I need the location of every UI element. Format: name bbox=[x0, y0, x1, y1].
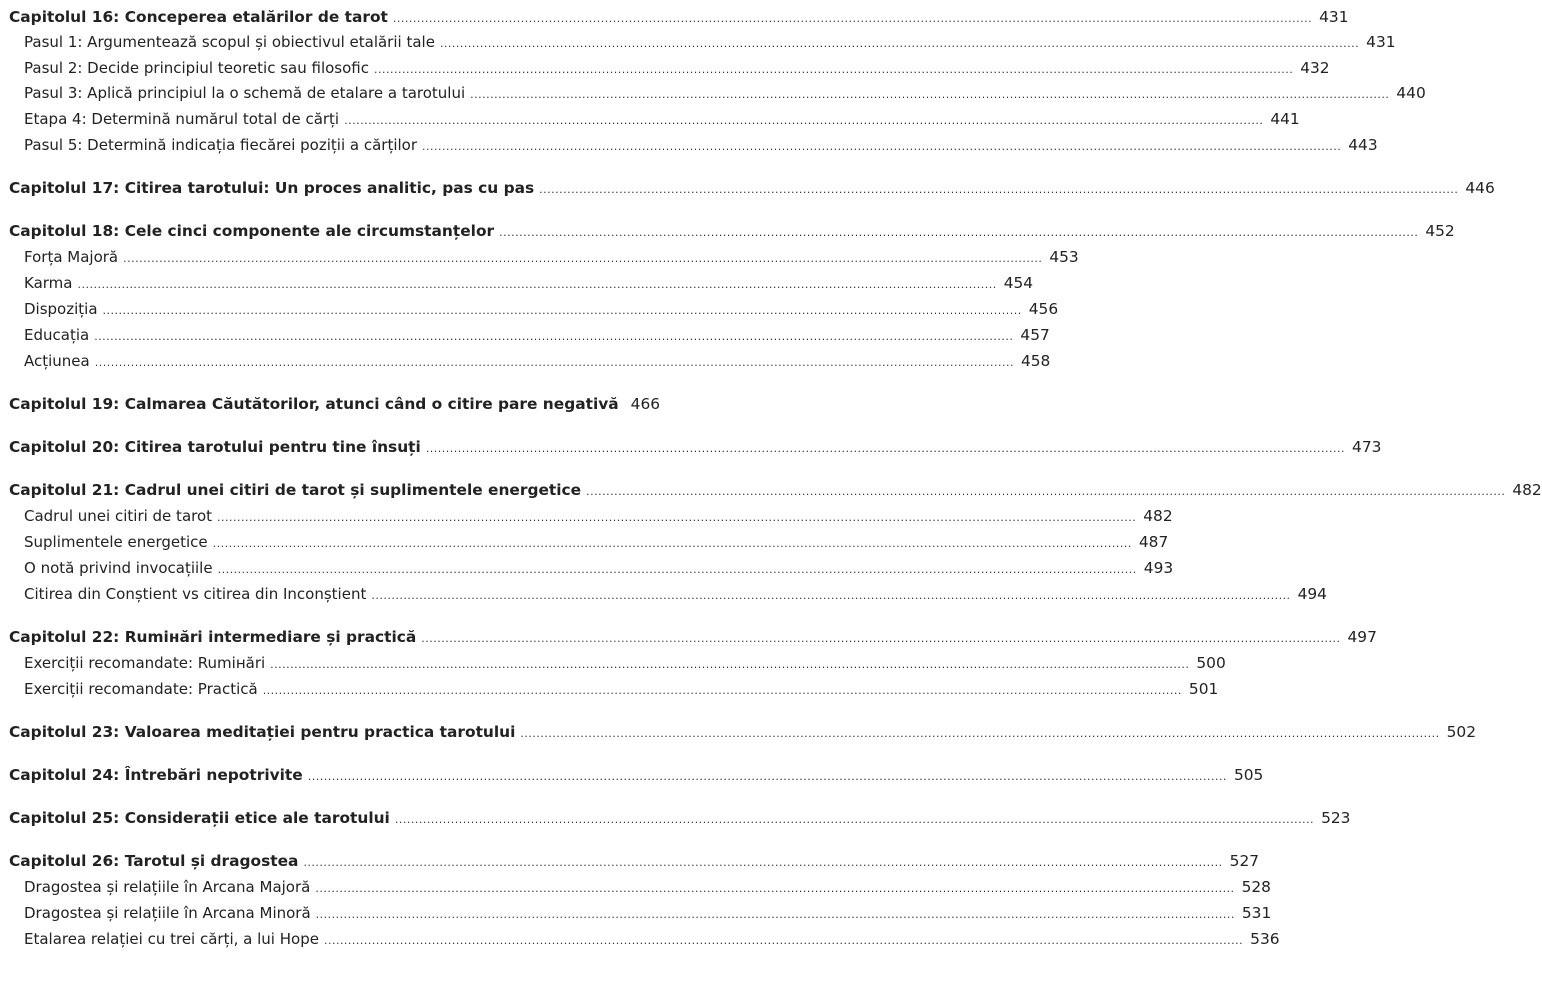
toc-dot-leader bbox=[324, 934, 1243, 947]
toc-chapter-entry bbox=[9, 438, 1382, 456]
toc-section-entry bbox=[24, 930, 1280, 948]
toc-page-number: 493 bbox=[1143, 559, 1174, 577]
toc-dot-leader bbox=[393, 12, 1312, 25]
toc-entry-title: Capitolul 22: Rumінări intermediare și practică bbox=[9, 628, 417, 646]
toc-section-entry bbox=[24, 274, 1034, 292]
toc-entry-title: Capitolul 21: Cadrul unei citiri de tarot și suplimentele energetice bbox=[9, 481, 582, 499]
toc-page-number: 456 bbox=[1028, 300, 1059, 318]
toc-section-entry bbox=[24, 533, 1169, 551]
toc-chapter-entry bbox=[9, 8, 1349, 26]
toc-page-number: 454 bbox=[1003, 274, 1034, 292]
toc-entry-title: Pasul 3: Aplică principiul la o schemă de etalare a tarotului bbox=[24, 84, 466, 102]
toc-page-number: 528 bbox=[1241, 878, 1271, 896]
toc-entry-title: Forța Majoră bbox=[24, 248, 119, 266]
toc-dot-leader bbox=[270, 658, 1189, 671]
toc-section-entry bbox=[24, 110, 1300, 128]
toc-page-number: 443 bbox=[1348, 136, 1378, 154]
toc-entry-title: Capitolul 17: Citirea tarotului: Un proces analitic, pas cu pas bbox=[9, 179, 535, 197]
toc-dot-leader bbox=[499, 226, 1418, 239]
toc-entry-title: Acțiunea bbox=[24, 352, 90, 370]
toc-dot-leader bbox=[217, 511, 1136, 524]
toc-page-number: 431 bbox=[1319, 8, 1349, 26]
toc-chapter-entry bbox=[9, 179, 1495, 197]
toc-page-number: 473 bbox=[1352, 438, 1382, 456]
toc-section-entry bbox=[24, 326, 1050, 344]
toc-dot-leader bbox=[103, 304, 1022, 317]
toc-entry-title: Capitolul 26: Tarotul și dragostea bbox=[9, 852, 299, 870]
toc-entry-title: Exerciții recomandate: Practică bbox=[24, 680, 258, 698]
toc-entry-title: Dragostea și relațiile în Arcana Majoră bbox=[24, 878, 311, 896]
toc-dot-leader bbox=[315, 882, 1234, 895]
toc-chapter-entry bbox=[9, 852, 1260, 870]
toc-page-number: 531 bbox=[1241, 904, 1272, 922]
toc-page-number: 466 bbox=[630, 395, 661, 413]
toc-section-entry bbox=[24, 559, 1174, 577]
toc-entry-title: Educația bbox=[24, 326, 90, 344]
toc-page-number: 527 bbox=[1229, 852, 1260, 870]
toc-section-entry bbox=[24, 585, 1327, 603]
toc-dot-leader bbox=[470, 88, 1389, 101]
toc-page-number: 505 bbox=[1233, 766, 1264, 784]
toc-entry-title: Karma bbox=[24, 274, 73, 292]
toc-entry-title: Exerciții recomandate: Rumінări bbox=[24, 654, 266, 672]
toc-section-entry bbox=[24, 654, 1226, 672]
toc-chapter-entry bbox=[9, 481, 1542, 499]
toc-page-number: 536 bbox=[1250, 930, 1280, 948]
toc-entry-title: Capitolul 16: Conceperea etalărilor de tarot bbox=[9, 8, 388, 26]
toc-dot-leader bbox=[440, 37, 1359, 50]
toc-entry-title: Pasul 2: Decide principiul teoretic sau filosofic bbox=[24, 59, 369, 77]
toc-dot-leader bbox=[213, 537, 1132, 550]
toc-page-number: 446 bbox=[1465, 179, 1495, 197]
toc-entry-title: O notă privind invocațiile bbox=[24, 559, 213, 577]
toc-dot-leader bbox=[77, 278, 996, 291]
toc-dot-leader bbox=[422, 140, 1341, 153]
toc-page-number: 453 bbox=[1049, 248, 1079, 266]
toc-dot-leader bbox=[94, 330, 1013, 343]
toc-page-number: 482 bbox=[1143, 507, 1173, 525]
toc-dot-leader bbox=[374, 63, 1293, 76]
toc-page-number: 458 bbox=[1020, 352, 1051, 370]
toc-section-entry bbox=[24, 248, 1079, 266]
toc-chapter-entry bbox=[9, 395, 661, 413]
toc-dot-leader bbox=[95, 356, 1014, 369]
toc-entry-title: Capitolul 25: Considerații etice ale tarotului bbox=[9, 809, 390, 827]
toc-page-number: 494 bbox=[1297, 585, 1327, 603]
toc-dot-leader bbox=[344, 114, 1263, 127]
toc-dot-leader bbox=[263, 684, 1182, 697]
toc-entry-title: Pasul 1: Argumentează scopul și obiectivul etalării tale bbox=[24, 33, 435, 51]
toc-dot-leader bbox=[371, 589, 1290, 602]
toc-page-number: 497 bbox=[1347, 628, 1377, 646]
toc-entry-title: Dragostea și relațiile în Arcana Minoră bbox=[24, 904, 311, 922]
toc-entry-title: Citirea din Conștient vs citirea din Inconștient bbox=[24, 585, 367, 603]
toc-entry-title: Cadrul unei citiri de tarot bbox=[24, 507, 213, 525]
toc-page-number: 441 bbox=[1270, 110, 1300, 128]
toc-page-number: 501 bbox=[1188, 680, 1219, 698]
toc-entry-title: Suplimentele energetice bbox=[24, 533, 208, 551]
toc-dot-leader bbox=[308, 770, 1227, 783]
toc-section-entry bbox=[24, 680, 1219, 698]
toc-page-number: 457 bbox=[1020, 326, 1050, 344]
toc-page-number: 452 bbox=[1425, 222, 1455, 240]
toc-dot-leader bbox=[426, 442, 1345, 455]
toc-section-entry bbox=[24, 136, 1378, 154]
toc-chapter-entry bbox=[9, 809, 1351, 827]
toc-section-entry bbox=[24, 352, 1051, 370]
toc-page-number: 500 bbox=[1196, 654, 1226, 672]
toc-entry-title: Capitolul 20: Citirea tarotului pentru tine însuți bbox=[9, 438, 421, 456]
toc-entry-title: Capitolul 23: Valoarea meditației pentru practica tarotului bbox=[9, 723, 516, 741]
toc-entry-title: Capitolul 24: Întrebări nepotrivite bbox=[9, 766, 303, 784]
toc-section-entry bbox=[24, 300, 1059, 318]
toc-section-entry bbox=[24, 59, 1330, 77]
toc-dot-leader bbox=[539, 183, 1458, 196]
toc-entry-title: Dispoziția bbox=[24, 300, 98, 318]
toc-entry-title: Pasul 5: Determină indicația fiecărei poziții a cărților bbox=[24, 136, 418, 154]
toc-dot-leader bbox=[316, 908, 1235, 921]
toc-entry-title: Capitolul 19: Calmarea Căutătorilor, atunci când o citire pare negativă bbox=[9, 395, 619, 413]
toc-chapter-entry bbox=[9, 628, 1377, 646]
toc-page-number: 502 bbox=[1446, 723, 1477, 741]
toc-page-number: 482 bbox=[1512, 481, 1542, 499]
toc-chapter-entry bbox=[9, 766, 1264, 784]
toc-page-number: 432 bbox=[1300, 59, 1330, 77]
toc-entry-title: Etapa 4: Determină numărul total de cărți bbox=[24, 110, 340, 128]
toc-page-number: 431 bbox=[1366, 33, 1396, 51]
toc-dot-leader bbox=[586, 485, 1505, 498]
toc-dot-leader bbox=[303, 856, 1222, 869]
toc-entry-title: Etalarea relației cu trei cărți, a lui Hope bbox=[24, 930, 319, 948]
toc-section-entry bbox=[24, 878, 1271, 896]
toc-dot-leader bbox=[218, 563, 1137, 576]
toc-dot-leader bbox=[520, 727, 1439, 740]
toc-entry-title: Capitolul 18: Cele cinci componente ale circumstanțelor bbox=[9, 222, 495, 240]
toc-dot-leader bbox=[421, 632, 1340, 645]
toc-page-number: 487 bbox=[1138, 533, 1169, 551]
toc-page-number: 523 bbox=[1321, 809, 1351, 827]
toc-page-number: 440 bbox=[1396, 84, 1426, 102]
toc-dot-leader bbox=[395, 813, 1314, 826]
toc-dot-leader bbox=[123, 252, 1042, 265]
toc-chapter-entry bbox=[9, 222, 1455, 240]
toc-section-entry bbox=[24, 33, 1396, 51]
toc-chapter-entry bbox=[9, 723, 1477, 741]
toc-section-entry bbox=[24, 507, 1173, 525]
toc-section-entry bbox=[24, 904, 1272, 922]
toc-section-entry bbox=[24, 84, 1426, 102]
